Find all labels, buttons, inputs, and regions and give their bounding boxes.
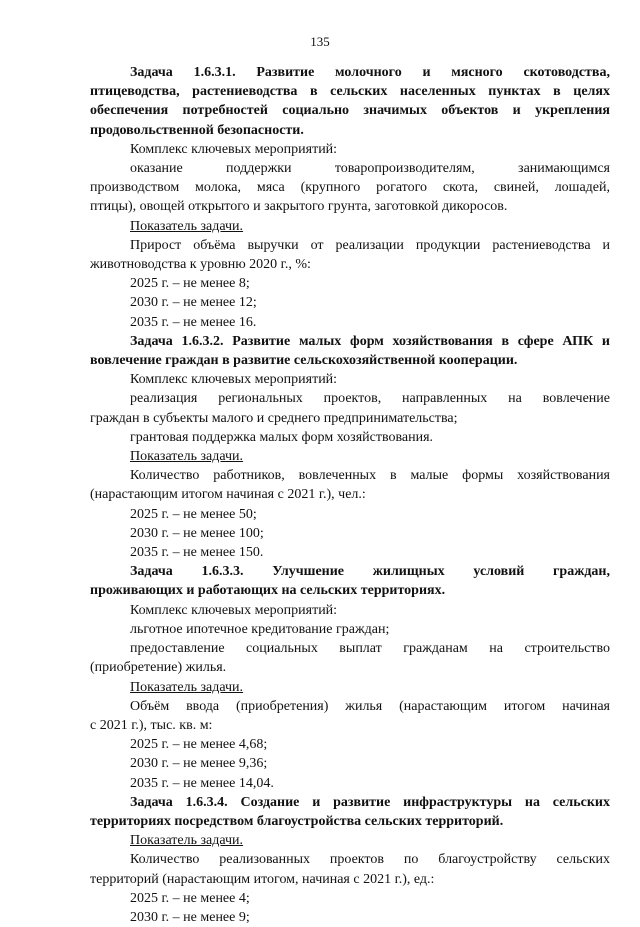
task-1-measure-line-1: оказание поддержки товаропроизводителям, занимающимся [130, 161, 610, 177]
task-1-value-2025: 2025 г. – не менее 8; [130, 276, 250, 292]
task-1-heading-line-3: обеспечения потребностей социально значимых объектов и укрепления [90, 103, 610, 119]
document-body [90, 63, 610, 927]
task-2-indicator-heading [90, 447, 610, 466]
task-2-measure-line-3: грантовая поддержка малых форм хозяйствования. [130, 429, 434, 445]
task-1-heading-line-2: птицеводства, растениеводства в сельских населенных пунктах в целях [90, 84, 610, 100]
task-1-heading-line-4: продовольственной безопасности. [90, 122, 304, 138]
task-3-indicator-heading [90, 678, 610, 697]
task-3-value-2025: 2025 г. – не менее 4,68; [130, 737, 268, 753]
task-3-heading-line-1: Задача 1.6.3.3. Улучшение жилищных условий граждан, [130, 564, 610, 580]
task-3-measure-line-1: льготное ипотечное кредитование граждан; [130, 621, 390, 637]
task-3-indicator-line-1: Объём ввода (приобретения) жилья (нарастающим итогом начиная [130, 698, 610, 714]
task-2-heading-line-1: Задача 1.6.3.2. Развитие малых форм хозяйствования в сфере АПК и [130, 333, 610, 349]
task-1-heading-line-1: Задача 1.6.3.1. Развитие молочного и мясного скотоводства, [130, 65, 610, 80]
task-2-measure-line-2: граждан в субъекты малого и среднего предпринимательства; [90, 410, 458, 426]
page-number: 135 [310, 34, 330, 49]
task-3-measure-line-2: предоставление социальных выплат гражданам на строительство [130, 641, 610, 657]
task-2-value-2025: 2025 г. – не менее 50; [130, 506, 257, 522]
task-4-heading-line-1: Задача 1.6.3.4. Создание и развитие инфраструктуры на сельских [130, 794, 610, 810]
task-2-measure-line-1: реализация региональных проектов, направленных на вовлечение [130, 391, 610, 407]
task-1-indicator-label: Показатель задачи. [130, 218, 244, 234]
task-2-measures-heading: Комплекс ключевых мероприятий: [130, 372, 338, 388]
task-2-indicator-line-2: (нарастающим итогом начиная с 2021 г.), чел.: [90, 487, 366, 503]
task-3-indicator-label: Показатель задачи. [130, 679, 244, 695]
task-4-value-2025: 2025 г. – не менее 4; [130, 890, 250, 906]
task-3-heading-line-2: проживающих и работающих на сельских территориях. [90, 583, 446, 599]
task-3-value-2030: 2030 г. – не менее 9,36; [130, 756, 268, 772]
task-1-measure-line-2: производством молока, мяса (крупного рогатого скота, свиней, лошадей, [90, 180, 610, 196]
task-3-measures-heading: Комплекс ключевых мероприятий: [130, 602, 338, 618]
task-2-heading-line-2: вовлечение граждан в развитие сельскохозяйственной кооперации. [90, 353, 518, 369]
task-4-value-2030: 2030 г. – не менее 9; [130, 909, 250, 925]
task-1-indicator-line-1: Прирост объёма выручки от реализации продукции растениеводства и [130, 237, 610, 253]
task-1-measure-line-3: птицы), овощей открытого и закрытого грунта, заготовкой дикоросов. [90, 199, 508, 215]
task-2-value-2030: 2030 г. – не менее 100; [130, 525, 264, 541]
task-2-indicator-label: Показатель задачи. [130, 449, 244, 465]
task-4-heading-line-2: территориях посредством благоустройства сельских территорий. [90, 813, 504, 829]
task-2-indicator-line-1: Количество работников, вовлеченных в малые формы хозяйствования [130, 468, 610, 484]
task-3-measure-line-3: (приобретение) жилья. [90, 660, 227, 676]
task-4-indicator-label: Показатель задачи. [130, 833, 244, 849]
task-3-value-2035: 2035 г. – не менее 14,04. [130, 775, 274, 791]
task-4-indicator-line-1: Количество реализованных проектов по благоустройству сельских [130, 852, 610, 868]
task-1-indicator-heading [90, 217, 610, 236]
task-4-indicator-heading [90, 831, 610, 850]
task-4-indicator-line-2: территорий (нарастающим итогом, начиная с 2021 г.), ед.: [90, 871, 435, 887]
task-1-value-2035: 2035 г. – не менее 16. [130, 314, 257, 330]
task-1-measures-heading: Комплекс ключевых мероприятий: [130, 141, 338, 157]
task-1-indicator-line-2: животноводства к уровню 2020 г., %: [90, 257, 311, 273]
task-2-value-2035: 2035 г. – не менее 150. [130, 545, 264, 561]
task-1-value-2030: 2030 г. – не менее 12; [130, 295, 257, 311]
task-3-indicator-line-2: с 2021 г.), тыс. кв. м: [90, 717, 213, 733]
